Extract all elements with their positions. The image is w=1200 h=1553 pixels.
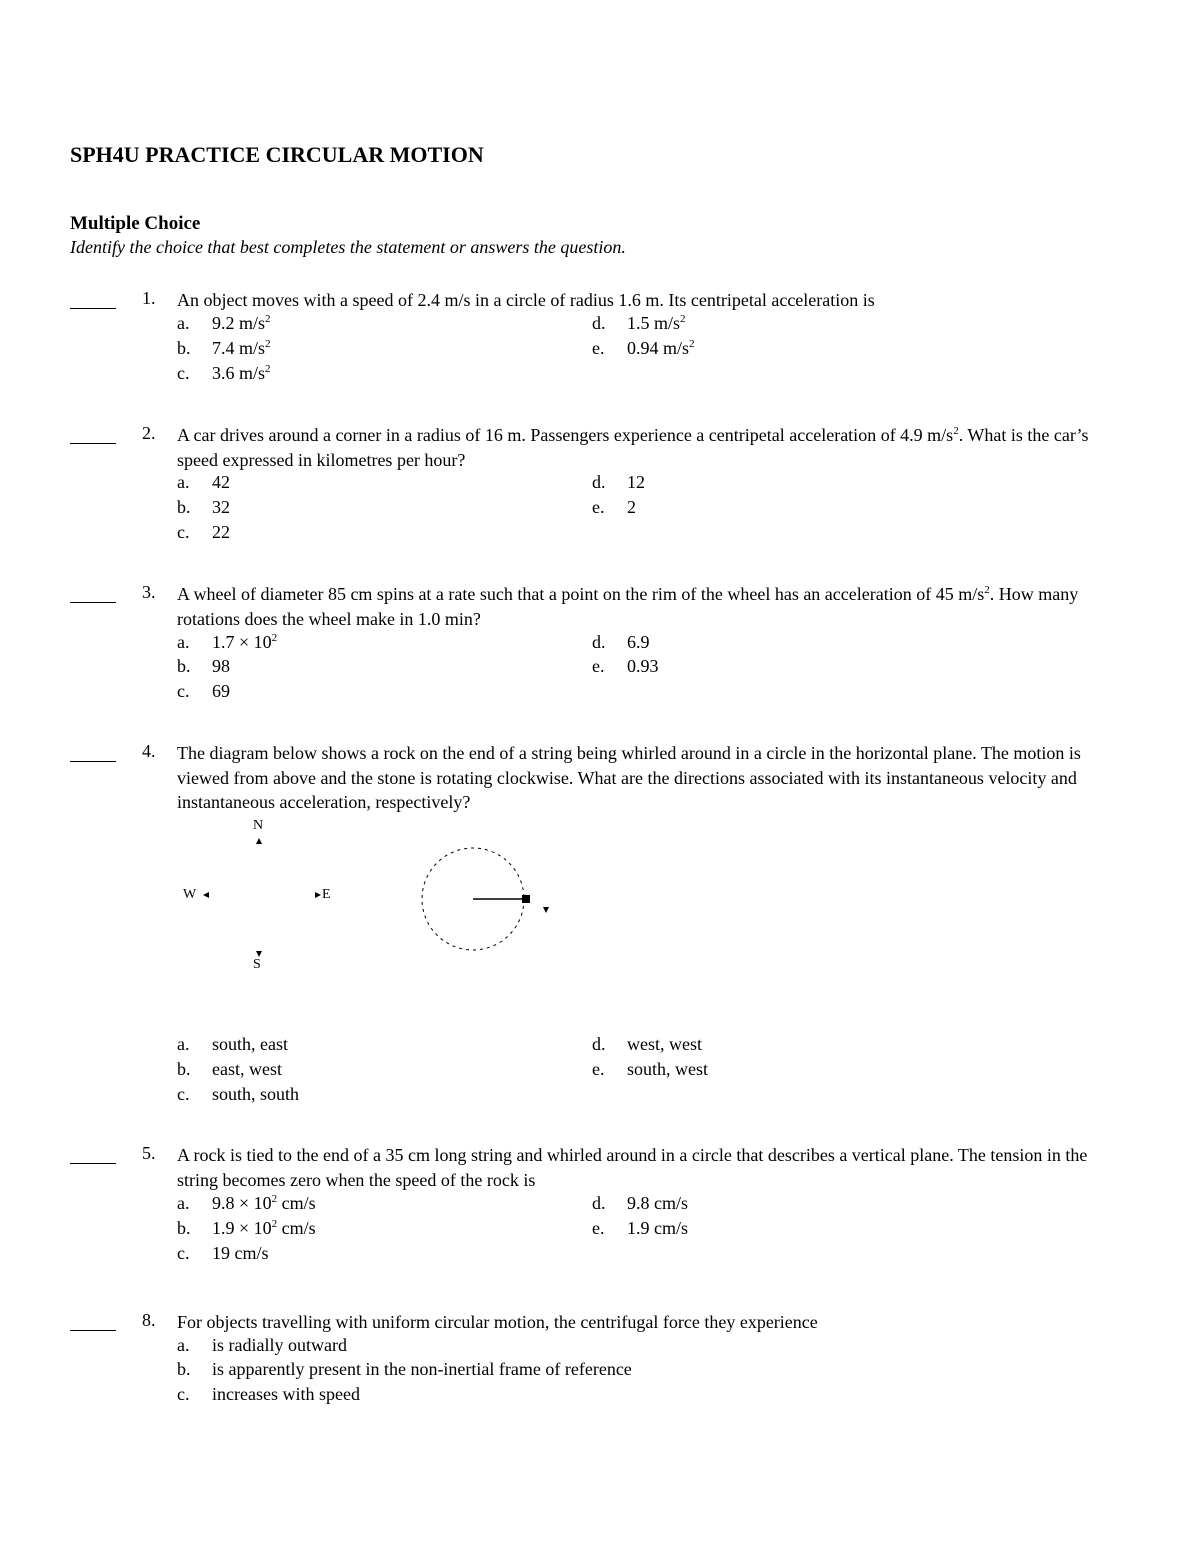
option-d: d. 9.8 cm/s — [592, 1193, 688, 1213]
option-d: d. west, west — [592, 1034, 702, 1054]
option-e: e. 0.93 — [592, 656, 659, 676]
option-c: c. 3.6 $m/s^2$ — [177, 363, 271, 383]
question-number: 4. — [142, 741, 156, 761]
question-number: 2. — [142, 423, 156, 443]
question-number: 3. — [142, 582, 156, 602]
option-a: a. $9.8 \times 10^2$ cm/s — [177, 1193, 316, 1213]
option-c: c. 19 cm/s — [177, 1243, 269, 1263]
option-b: b. $1.9 \times 10^2$ cm/s — [177, 1218, 316, 1238]
question-text: For objects travelling with uniform circular motion, the centrifugal force they experience — [177, 1312, 818, 1332]
option-a: a. is radially outward — [177, 1335, 347, 1355]
option-c: c. 22 — [177, 522, 230, 542]
compass-north-label: N — [253, 818, 264, 833]
question-text: A wheel of diameter 85 cm spins at a rate such that a point on the rim of the wheel has an acceleration of 45 $m/s^2$. How many rotations does the wheel make in 1.0 min? — [177, 584, 1079, 629]
option-e: e. south, west — [592, 1059, 708, 1079]
question-number: 8. — [142, 1310, 156, 1330]
instructions: Identify the choice that best completes the statement or answers the question. — [70, 237, 626, 257]
north-arrow-icon — [256, 838, 262, 844]
compass-east-label: E — [322, 887, 331, 902]
option-b: b. 32 — [177, 497, 230, 517]
option-d: d. 1.5 $m/s^2$ — [592, 313, 686, 333]
option-c: c. increases with speed — [177, 1384, 360, 1404]
east-arrow-icon — [315, 892, 321, 898]
option-b: b. is apparently present in the non-inertial frame of reference — [177, 1359, 632, 1379]
velocity-arrow-icon — [543, 907, 549, 913]
answer-blank[interactable] — [70, 1149, 116, 1164]
option-e: e. 2 — [592, 497, 636, 517]
option-a: a. 9.2 $m/s^2$ — [177, 313, 271, 333]
compass-south-label: S — [253, 957, 261, 972]
option-a: a. south, east — [177, 1034, 288, 1054]
option-e: e. 1.9 cm/s — [592, 1218, 688, 1238]
option-c: c. 69 — [177, 681, 230, 701]
option-a: a. $1.7 \times 10^2$ — [177, 632, 278, 652]
section-heading: Multiple Choice — [70, 213, 201, 234]
west-arrow-icon — [203, 892, 209, 898]
answer-blank[interactable] — [70, 1316, 116, 1331]
option-c: c. south, south — [177, 1084, 300, 1104]
page-title: SPH4U PRACTICE CIRCULAR MOTION — [70, 142, 484, 167]
option-e: e. 0.94 $m/s^2$ — [592, 338, 695, 358]
question-text: An object moves with a speed of 2.4 m/s in a circle of radius 1.6 m. Its centripetal acceleration is — [177, 290, 875, 310]
question-number: 5. — [142, 1143, 156, 1163]
compass-west-label: W — [183, 887, 197, 902]
question-text: The diagram below shows a rock on the end of a string being whirled around in a circle in the horizontal plane. The motion is viewed from above and the stone is rotating clockwise. What are the directions associated with its instantaneous velocity and instantaneous acceleration, respectively? — [177, 743, 1081, 813]
option-b: b. 98 — [177, 656, 230, 676]
rock-marker — [522, 895, 530, 903]
question-number: 1. — [142, 288, 156, 308]
option-b: b. east, west — [177, 1059, 282, 1079]
option-b: b. 7.4 $m/s^2$ — [177, 338, 271, 358]
option-a: a. 42 — [177, 472, 230, 492]
option-d: d. 6.9 — [592, 632, 650, 652]
compass-rose — [203, 838, 321, 957]
question-text: A car drives around a corner in a radius of 16 m. Passengers experience a centripetal acceleration of 4.9 $m/s^2$. What is the car’s speed expressed in kilometres per hour? — [177, 425, 1089, 470]
option-d: d. 12 — [592, 472, 645, 492]
question-text: A rock is tied to the end of a 35 cm long string and whirled around in a circle that describes a vertical plane. The tension in the string becomes zero when the speed of the rock is — [177, 1145, 1088, 1190]
